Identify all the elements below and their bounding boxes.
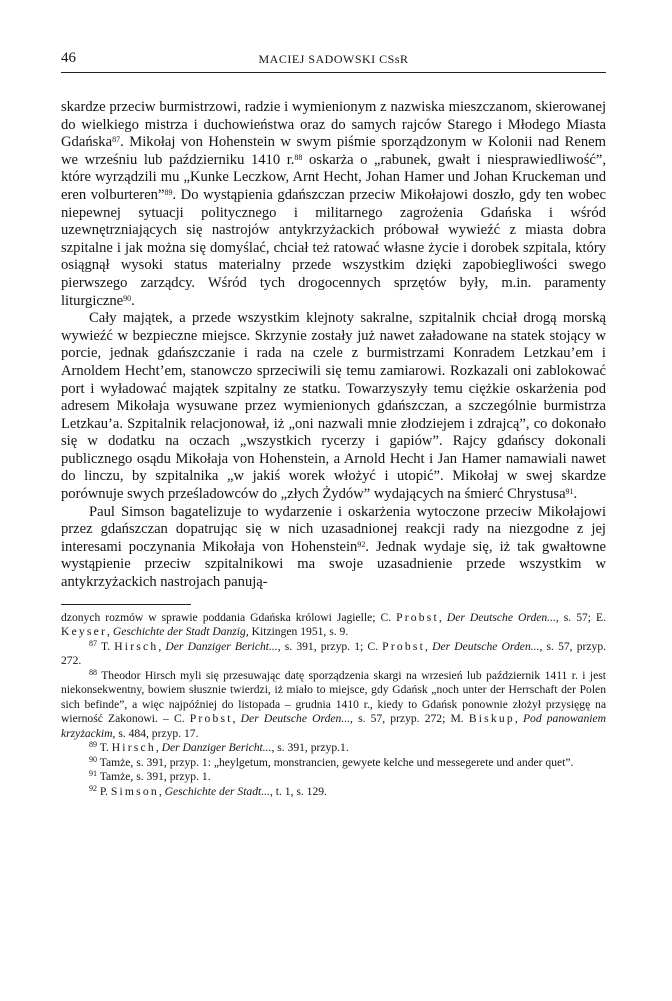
footnote-divider bbox=[61, 604, 191, 605]
footnote-87: $^{87}$ T. Hirsch, Der Danziger Bericht..., s. 391, przyp. 1; C. Probst, Der Deutsche Orden..., s. 57, przyp. 272. bbox=[61, 638, 607, 668]
page bbox=[61, 50, 606, 799]
footnote-number: 92 bbox=[89, 783, 97, 793]
footnote-number: 88 bbox=[89, 667, 97, 677]
footnote-ref-89[interactable]: 89 bbox=[164, 187, 173, 197]
footnote-ref-90[interactable]: 90 bbox=[123, 293, 132, 303]
footnote-ref-87[interactable]: 87 bbox=[112, 135, 121, 145]
footnote-ref-92[interactable]: 92 bbox=[357, 539, 366, 549]
footnote-number: 89 bbox=[89, 740, 97, 750]
footnote-ref-91[interactable]: 91 bbox=[565, 487, 574, 497]
footnote-ref-88[interactable]: 88 bbox=[294, 152, 303, 162]
footnote-92: $^{92}$ P. Simson, Geschichte der Stadt..., t. 1, s. 129. bbox=[89, 783, 327, 798]
body-text bbox=[61, 99, 606, 592]
paragraph-2: Cały majątek, a przede wszystkim klejnoty sakralne, szpitalnik chciał drogą morską wywieźć w bezpieczne miejsce. Skrzynie zostały już nawet załadowane na statek stojący w porcie, jednak gdańszczanie i rada na czele z burmistrzami Konradem Letzkau’em i Arnoldem Hecht’em, stanowczo sprzeciwili się temu zamiarowi. Rozkazali oni zablokować port i wyładować majątek szpitalny ze statku. Towarzyszyły temu ciężkie oskarżenia pod adresem Mikołaja wysuwane przez wymienionych gdańszczan, a szczególnie burmistrza Letzkau’a. Szpitalnik relacjonował, iż „oni nazwali mnie złodziejem i zdrajcą”, co dokonało się w dodatku na oczach „wszystkich rycerzy i gapiów”. Rajcy gdańscy dokonali publicznego osądu Mikołaja von Hohenstein, a Arnold Hecht i Jan Hamer namawiali nawet do linczu, by szpitalnika „w jakiś worek włożyć i utopić”. Mikołaj w swej skardze porównuje swych prześladowców do „złych Żydów” wydających na śmierć Chrystusa$^{91}$. bbox=[61, 310, 606, 503]
page-header bbox=[61, 50, 606, 73]
footnote-88: $^{88}$ Theodor Hirsch myli się przesuwając datę sporządzenia skargi na wrzesień lub październik 1411 r. i jest niekonsekwentny, bowiem słusznie twierdzi, iż miało to miejsce, gdy Gdańsk „noch unter der Herrschaft der Polen sich befinde”, a więc najpóźniej do listopada – grudnia 1410 r., kiedy to Gdańsk ponownie złożył przysięgę na wierność Zakonowi. – C. Probst, Der Deutsche Orden..., s. 57, przyp. 272; M. Biskup, Pod panowaniem krzyżackim, s. 484, przyp. 17. bbox=[61, 667, 607, 740]
footnote-91: $^{91}$ Tamże, s. 391, przyp. 1. bbox=[89, 769, 211, 784]
paragraph-3: Paul Simson bagatelizuje to wydarzenie i oskarżenia wytoczone przeciw Mikołajowi przez gdańszczan dopatrując się w nich uzasadnionej reakcji rady na niezgodne z jej interesami poczynania Mikołaja von Hohenstein$^{92}$. Jednak wydaje się, iż tak gwałtowne wystąpienie przeciw szpitalnikowi ma swoje uzasadnienie przede wszystkim w antykrzyżackich nastrojach panują- bbox=[61, 503, 606, 591]
footnote-number: 87 bbox=[89, 638, 97, 648]
footnote-number: 90 bbox=[89, 754, 97, 764]
page-number: 46 bbox=[61, 50, 76, 66]
footnote-90: $^{90}$ Tamże, s. 391, przyp. 1: „heylgetum, monstrancien, gewyete kelche und messegerete und ander quet”. bbox=[89, 754, 574, 769]
paragraph-1: skardze przeciw burmistrzowi, radzie i wymienionym z nazwiska mieszczanom, skierowanej do wielkiego mistrza i duchowieństwa oraz do samych rajców Starego i Młodego Miasta Gdańska$^{87}$. Mikołaj von Hohenstein w swym piśmie sporządzonym w Kolonii nad Renem we wrześniu lub październiku 1410 r.$^{88}$ oskarża o „rabunek, gwałt i niesprawiedliwość”, które wyrządzili mu „Kunke Leczkow, Arnt Hecht, Johan Hamer und Johan Kruckeman und eren volburteren”$^{89}$. Do wystąpienia gdańszczan przeciw Mikołajowi doszło, gdy ten wobec niepewnej sytuacji politycznego i militarnego zagrożenia Gdańska i wśród uzewnętrzniających się nastrojów antykrzyżackich próbował wywieźć z miasta dobra szpitalne i jak można się domyślać, chciał też ratować własne życie i dorobek szpitala, który osiągnął wysoki status materialny przede wszystkim dzięki zapobiegliwości swego pierwszego zarządcy. Wśród tych drogocennych sprzętów były, m.in. paramenty liturgiczne$^{90}$. bbox=[61, 99, 606, 309]
footnote-continued: dzonych rozmów w sprawie poddania Gdańska królowi Jagielle; C. Probst, Der Deutsche Orden..., s. 57; E. Keyser, Geschichte der Stadt Danzig, Kitzingen 1951, s. 9. bbox=[61, 610, 606, 639]
footnotes bbox=[61, 611, 606, 800]
footnote-number: 91 bbox=[89, 769, 97, 779]
footnote-89: $^{89}$ T. Hirsch, Der Danziger Bericht..., s. 391, przyp.1. bbox=[89, 740, 349, 755]
running-head: MACIEJ SADOWSKI CSsR bbox=[258, 52, 409, 66]
